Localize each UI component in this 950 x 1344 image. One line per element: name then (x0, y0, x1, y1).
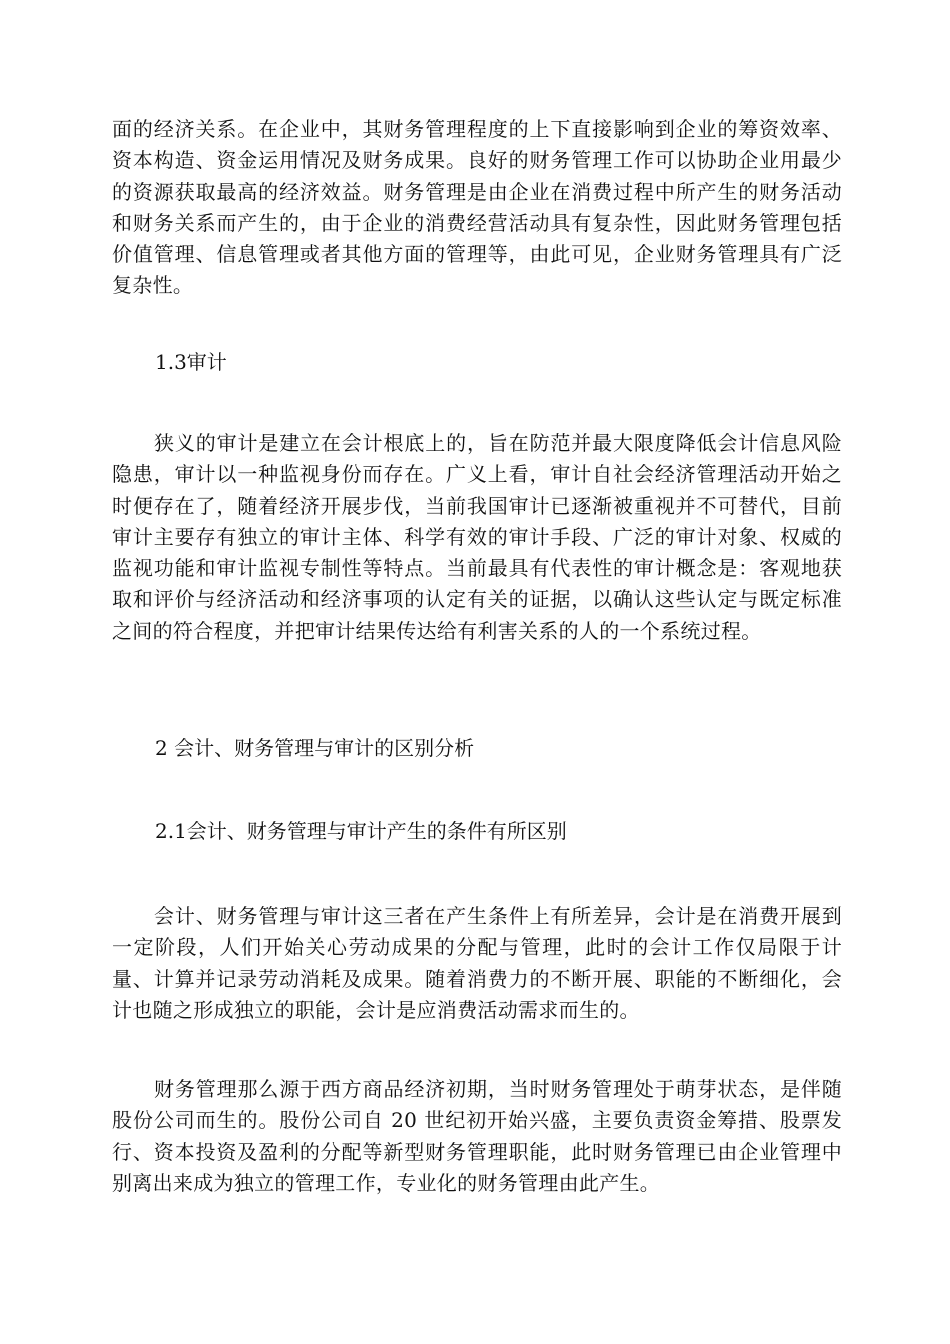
section-heading-1-3: 1.3审计 (155, 350, 227, 374)
paragraph-accounting-origin: 会计、财务管理与审计这三者在产生条件上有所差异，会计是在消费开展到一定阶段，人们开始关心劳动成果的分配与管理，此时的会计工作仅局限于计量、计算并记录劳动消耗及成果。随着消费力的不断开展、职能的不断细化，会计也随之形成独立的职能，会计是应消费活动需求而生的。 (112, 904, 842, 1022)
paragraph-audit: 狭义的审计是建立在会计根底上的，旨在防范并最大限度降低会计信息风险隐患，审计以一种监视身份而存在。广义上看，审计自社会经济管理活动开始之时便存在了，随着经济开展步伐，当前我国审计已逐渐被重视并不可替代，目前审计主要存有独立的审计主体、科学有效的审计手段、广泛的审计对象、权威的监视功能和审计监视专制性等特点。当前最具有代表性的审计概念是：客观地获取和评价与经济活动和经济事项的认定有关的证据，以确认这些认定与既定标准之间的符合程度，并把审计结果传达给有利害关系的人的一个系统过程。 (112, 431, 842, 643)
section-heading-2-1: 2.1会计、财务管理与审计产生的条件有所区别 (155, 819, 567, 843)
section-heading-2: 2 会计、财务管理与审计的区别分析 (155, 736, 475, 760)
paragraph-financial-management-intro: 面的经济关系。在企业中，其财务管理程度的上下直接影响到企业的筹资效率、资本构造、资金运用情况及财务成果。良好的财务管理工作可以协助企业用最少的资源获取最高的经济效益。财务管理是由企业在消费过程中所产生的财务活动和财务关系而产生的，由于企业的消费经营活动具有复杂性，因此财务管理包括价值管理、信息管理或者其他方面的管理等，由此可见，企业财务管理具有广泛复杂性。 (112, 117, 842, 298)
paragraph-finance-origin: 财务管理那么源于西方商品经济初期，当时财务管理处于萌芽状态，是伴随股份公司而生的。股份公司自 20 世纪初开始兴盛，主要负责资金筹措、股票发行、资本投资及盈利的分配等新型财务管理职能，此时财务管理已由企业管理中别离出来成为独立的管理工作，专业化的财务管理由此产生。 (112, 1077, 842, 1195)
